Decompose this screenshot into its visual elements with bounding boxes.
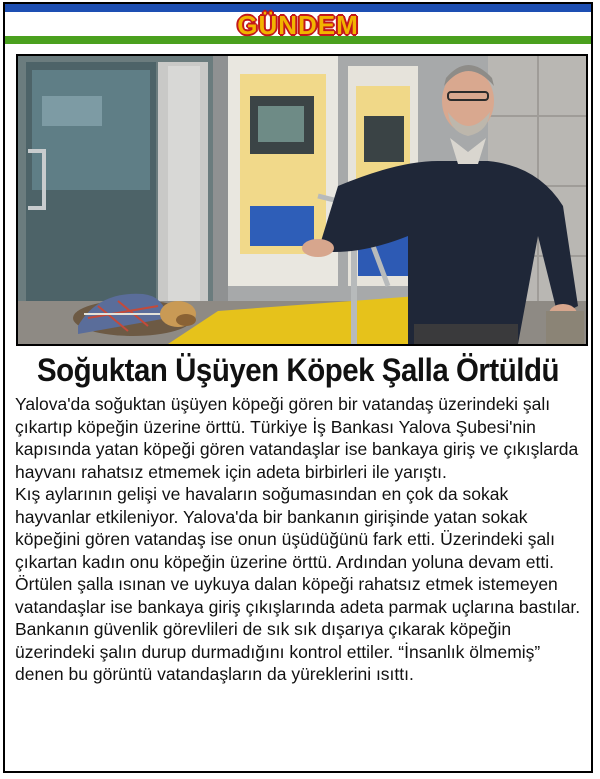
- article-frame: [3, 2, 593, 773]
- article-body: [15, 393, 587, 686]
- section-title: GÜNDEM: [237, 10, 359, 40]
- photo-bank-entrance-dog-blanket: [18, 56, 586, 344]
- article-paragraph: Kış aylarının gelişi ve havaların soğumasından en çok da sokak hayvanlar etkileniyor. Yalova'da bir bankanın girişinde yatan sokak köpeğini gören vatandaş ise onun üşüdüğünü fark etti. Üzerindeki şalı çıkartan kadın onu köpeğin üzerine örttü. Ardından yoluna devam etti. Örtülen şalla ısınan ve uykuya dalan köpeği rahatsız etmek istemeyen vatandaşlar ise bankaya giriş çıkışlarında adeta parmak uçlarına bastılar. Bankanın güvenlik görevlileri de sık sık dışarıya çıkarak köpeğin üzerindeki şalın durup durmadığını kontrol ettiler. “İnsanlık ölmemiş” denen bu görüntü vatandaşların da yüreklerini ısıttı.: [15, 484, 581, 684]
- article-headline: Soğuktan Üşüyen Köpek Şalla Örtüldü: [36, 352, 560, 388]
- section-banner: [5, 4, 591, 44]
- article-paragraph: Yalova'da soğuktan üşüyen köpeği gören bir vatandaş üzerindeki şalı çıkartıp köpeğin üzerine örttü. Türkiye İş Bankası Yalova Şubesi'nin kapısında yatan köpeği gören vatandaşlar ise bankaya giriş ve çıkışlarda hayvanı rahatsız etmemek için adeta birbirleri ile yarıştı.: [15, 394, 579, 482]
- article-photo: [16, 54, 588, 346]
